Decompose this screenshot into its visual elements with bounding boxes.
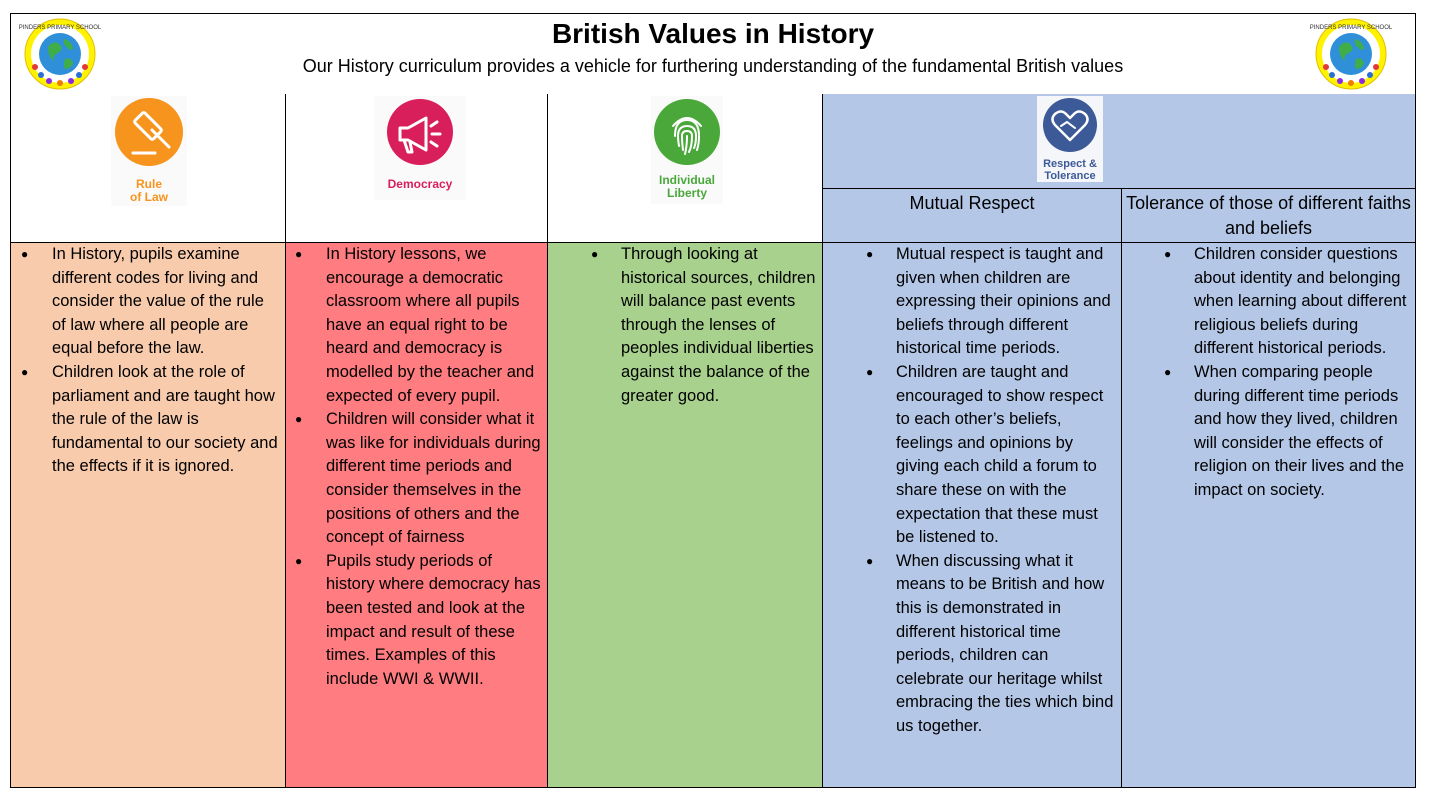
tolerance-content [1122, 243, 1416, 788]
mutual-respect-subheader: Mutual Respect [823, 189, 1122, 243]
mutual-respect-list [866, 243, 1116, 738]
list-item: ● Children consider questions about identity and belonging when learning about different religious beliefs during different historical periods. [1164, 245, 1407, 358]
bullet-icon: ● [21, 247, 29, 261]
rule-of-law-content [10, 243, 286, 788]
individual-liberty-caption: Individual Liberty [658, 173, 715, 200]
bullet-icon: ● [295, 247, 303, 261]
tolerance-list [1164, 243, 1412, 503]
list-item: ● Children look at the role of parliament and are taught how the rule of the law is fundamental to our society and the effects if it is ignored. [21, 362, 278, 476]
respect-tolerance-caption: Respect & Tolerance [1043, 158, 1097, 182]
header [10, 13, 1416, 95]
democracy-content [286, 243, 548, 788]
svg-text:PINDERS PRIMARY SCHOOL: PINDERS PRIMARY SCHOOL [18, 25, 102, 31]
list-item: ● In History, pupils examine different codes for living and consider the value of the rule of law where all people are equal before the law. [21, 245, 264, 358]
list-item: ● Children are taught and encouraged to show respect to each other’s beliefs, feelings and opinions by giving each child a forum to share these on with the expectation that these must be listened to. [866, 362, 1104, 547]
british-values-sheet [10, 13, 1416, 788]
rule-of-law-list [21, 243, 280, 479]
list-item: ● Mutual respect is taught and given when children are expressing their opinions and beliefs through different historical time periods. [866, 245, 1111, 358]
bullet-icon: ● [866, 553, 874, 568]
bullet-icon: ● [591, 247, 599, 261]
list-item: ● When comparing people during different time periods and how they lived, children will consider the effects of religion on their lives and the impact on society. [1164, 362, 1405, 499]
respect-tolerance-header [823, 94, 1416, 189]
democracy-header [286, 94, 548, 243]
democracy-list [295, 243, 541, 691]
list-item: ● In History lessons, we encourage a democratic classroom where all pupils have an equal right to be heard and democracy is modelled by the teacher and expected of every pupil. [295, 245, 535, 405]
bullet-icon: ● [21, 364, 29, 379]
bullet-icon: ● [1164, 364, 1172, 379]
svg-text:PINDERS PRIMARY SCHOOL: PINDERS PRIMARY SCHOOL [1309, 25, 1393, 31]
bullet-icon: ● [295, 412, 303, 427]
rule-of-law-caption: Rule of Law [130, 177, 168, 204]
list-item: ● Pupils study periods of history where democracy has been tested and look at the impact and result of these times. Examples of this include WWI & WWII. [295, 551, 541, 688]
individual-liberty-list [591, 243, 817, 408]
school-logo-icon [1309, 17, 1393, 91]
bullet-icon: ● [1164, 247, 1172, 261]
list-item: ● When discussing what it means to be British and how this is demonstrated in different historical time periods, children can celebrate our heritage whilst embracing the ties which bind us together. [866, 551, 1114, 735]
mutual-respect-content [823, 243, 1122, 788]
bullet-icon: ● [866, 247, 874, 261]
tolerance-subheader: Tolerance of those of different faiths and beliefs [1122, 189, 1416, 243]
bullet-icon: ● [866, 364, 874, 379]
democracy-caption: Democracy [387, 177, 453, 191]
list-item: ● Children will consider what it was like for individuals during different time periods and consider themselves in the positions of others and the concept of fairness [295, 410, 541, 547]
list-item: ● Through looking at historical sources, children will balance past events through the lenses of peoples individual liberties against the balance of the greater good. [591, 245, 816, 405]
page-subtitle: Our History curriculum provides a vehicle for furthering understanding of the fundamental British values [302, 56, 1124, 76]
individual-liberty-header [548, 94, 823, 243]
rule-of-law-header [10, 94, 286, 243]
individual-liberty-content [548, 243, 823, 788]
bullet-icon: ● [295, 553, 303, 568]
page-title: British Values in History [551, 18, 875, 49]
